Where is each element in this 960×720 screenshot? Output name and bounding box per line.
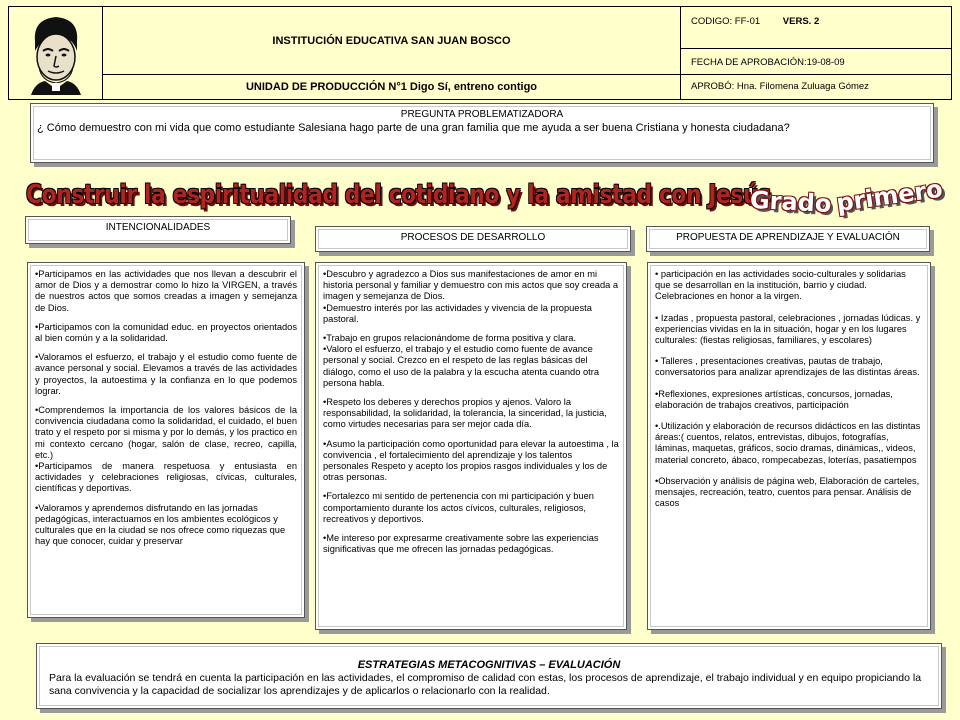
approved-by: APROBÓ: Hna. Filomena Zuluaga Gómez — [691, 81, 869, 92]
document-version: VERS. 2 — [782, 16, 820, 27]
list-item: •Participamos de manera respetuosa y entusiasta en actividades y celebraciones religiosas, cívicas, culturales, científicas y deportivas. — [35, 461, 297, 494]
list-item: • Talleres , presentaciones creativas, pautas de trabajo, conversatorios para analizar aprendizajes de las distintas áreas. — [655, 356, 920, 378]
label-intencionalidades: INTENCIONALIDADES — [25, 216, 291, 244]
list-item: •.Utilización y elaboración de recursos didácticos en las distintas áreas:( cuentos, relatos, entrevistas, dibujos, fotografías, láminas, maquetas, gráficos, socio dramas, dinámicas,, videos, material concreto, ábaco, rompecabezas, loterías, pasatiempos — [655, 421, 921, 465]
list-item: •Participamos en las actividades que nos llevan a descubrir el amor de Dios y a demostrar como lo hizo la VIRGEN, a través de nuestros actos que somos creadas a imagen y semejanza de Dios. — [35, 269, 297, 313]
question-title: PREGUNTA PROBLEMATIZADORA — [400, 109, 564, 120]
logo-cell — [9, 7, 103, 99]
list-item: •Trabajo en grupos relacionándome de forma positiva y clara. — [323, 333, 577, 344]
propuesta-list — [647, 262, 931, 630]
list-item: •Valoramos el esfuerzo, el trabajo y el estudio como fuente de avance personal y social. Elevamos a través de las actividades y proyectos, la autoestima y la confianza en lo que podemos lograr. — [35, 352, 297, 396]
approval-date: FECHA DE APROBACIÓN:19-08-09 — [681, 48, 951, 75]
guiding-question-box — [30, 103, 934, 163]
header-table — [8, 6, 952, 100]
question-text: ¿ Cómo demuestro con mi vida que como estudiante Salesiana hago parte de una gran familia que me ayuda a ser buena Cristiana y honesta ciudadana? — [37, 122, 790, 134]
grade-level: primero — [834, 174, 945, 218]
list-item: •Me intereso por expresarme creativamente sobre las experiencias significativas que me ofrecen las jornadas pedagógicas. — [323, 533, 599, 555]
main-title: Construir la espiritualidad del cotidiano y la amistad con Jesús — [26, 180, 771, 210]
list-item: •Fortalezco mi sentido de pertenencia con mi participación y buen comportamiento durante los actos cívicos, culturales, religiosos, recreativos y deportivos. — [323, 491, 594, 524]
intencionalidades-list — [27, 262, 305, 618]
strategies-title: ESTRATEGIAS METACOGNITIVAS – EVALUACIÓN — [357, 659, 621, 671]
list-item: • participación en las actividades socio-culturales y solidarias que se desarrollan en la institución, barrio y ciudad. Celebraciones en honor a la virgen. — [655, 269, 906, 302]
list-item: •Comprendemos la importancia de los valores básicos de la convivencia ciudadana como la solidaridad, el cuidado, el buen trato y el respeto por si misma y por lo demás, y los practico en mi contexto cercano (hogar, salón de clase, recreo, capilla, etc.) — [35, 405, 297, 460]
list-item: •Observación y análisis de página web, Elaboración de carteles, mensajes, recreación, teatro, cuentos para pensar. Análisis de casos — [655, 475, 920, 509]
grade-label: Grado — [749, 185, 833, 219]
production-unit: UNIDAD DE PRODUCCIÓN N°1 Digo Sí, entreno contigo — [103, 74, 681, 99]
list-item: •Asumo la participación como oportunidad para elevar la autoestima , la convivencia , el fortalecimiento del aprendizaje y los talentos personales Respeto y acepto los propios rasgos individuales y los de otras personas. — [323, 438, 619, 483]
document-code: CODIGO: FF-01 — [691, 16, 761, 27]
code-version-cell — [681, 7, 951, 49]
institution-name: INSTITUCIÓN EDUCATIVA SAN JUAN BOSCO — [103, 7, 681, 75]
list-item: •Valoro el esfuerzo, el trabajo y el estudio como fuente de avance personal y social. Crezco en el respeto de las reglas básicas del diálogo, como el uso de la palabra y la escucha atenta cuando otra persona habla. — [323, 344, 599, 388]
list-item: •Valoramos y aprendemos disfrutando en las jornadas pedagógicas, interactuamos en los ambientes ecológicos y culturales que en la ciudad se nos ofrece como riquezas que hay que conocer, cuidar y preservar — [35, 502, 286, 547]
list-item: •Participamos con la comunidad educ. en proyectos orientados al bien común y a la solidaridad. — [35, 321, 297, 344]
portrait-logo-icon — [21, 11, 91, 95]
list-item: •Reflexiones, expresiones artísticas, concursos, jornadas, elaboración de trabajos creativos, participación — [655, 388, 893, 410]
label-procesos: PROCESOS DE DESARROLLO — [315, 226, 631, 252]
list-item: •Respeto los deberes y derechos propios y ajenos. Valoro la responsabilidad, la solidaridad, la tolerancia, la sinceridad, la justicia, como virtudes necesarias para ser mejor cada día. — [323, 397, 607, 430]
list-item: • Izadas , propuesta pastoral, celebraciones , jornadas lúdicas. y experiencias vividas en la in situación, hogar y en los lugares culturales: (fiestas religiosas, familiares, y escolares) — [655, 312, 921, 346]
list-item: •Descubro y agradezco a Dios sus manifestaciones de amor en mi historia personal y familiar y demuestro con mis actos que soy creada a imagen y semejanza de Dios. — [323, 269, 619, 302]
procesos-list — [315, 262, 627, 630]
label-propuesta: PROPUESTA DE APRENDIZAJE Y EVALUACIÓN — [646, 226, 930, 252]
list-item: •Demuestro interés por las actividades y vivencia de la propuesta pastoral. — [323, 302, 592, 324]
strategies-box — [36, 643, 942, 709]
strategies-text: Para la evaluación se tendrá en cuenta la participación en las actividades, el compromiso de calidad con estas, los procesos de aprendizaje, el trabajo individual y en equipo propiciando la sana convivencia y la capacidad de socializar los aprendizajes y de aplicarlos o relacionarlo con la realidad. — [49, 672, 922, 697]
